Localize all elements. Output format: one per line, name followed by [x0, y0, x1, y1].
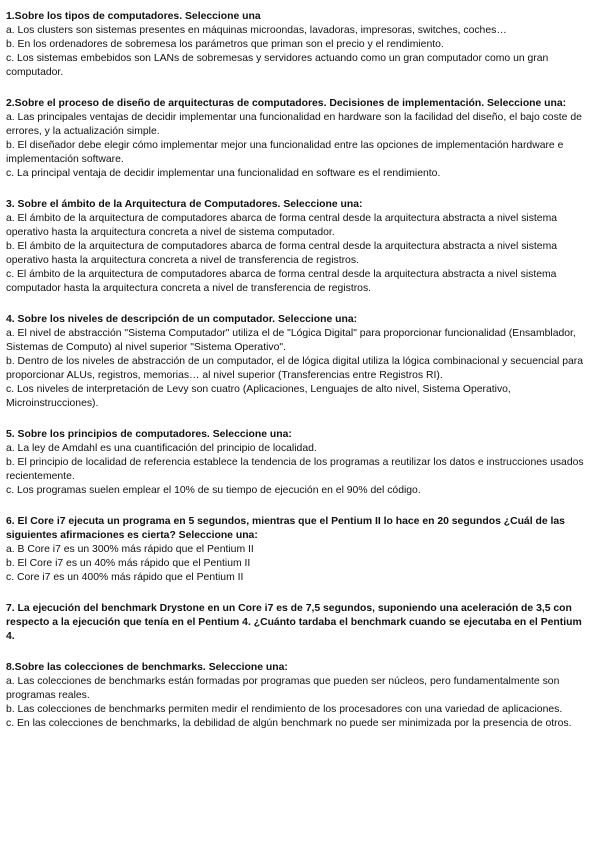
question-3 — [6, 198, 592, 296]
option-c: c. La principal ventaja de decidir implementar una funcionalidad en software es el rendimiento. — [6, 168, 441, 179]
option-b: b. El Core i7 es un 40% más rápido que el Pentium II — [6, 558, 251, 569]
option-a: a. El ámbito de la arquitectura de computadores abarca de forma central desde la arquitectura abstracta a nivel sistema operativo hasta la arquitectura concreta a nivel de sistema computador. — [6, 213, 558, 238]
question-4 — [6, 313, 592, 411]
question-title: 8.Sobre las colecciones de benchmarks. Seleccione una: — [6, 662, 288, 673]
question-5 — [6, 428, 592, 498]
option-b: b. En los ordenadores de sobremesa los parámetros que priman son el precio y el rendimiento. — [6, 39, 444, 50]
option-c: c. Core i7 es un 400% más rápido que el Pentium II — [6, 572, 244, 583]
question-title: 6. El Core i7 ejecuta un programa en 5 segundos, mientras que el Pentium II lo hace en 20 segundos ¿Cuál de las siguientes afirmaciones es cierta? Seleccione una: — [6, 516, 565, 541]
question-7 — [6, 602, 592, 644]
question-2 — [6, 97, 592, 181]
option-a: a. Las principales ventajas de decidir implementar una funcionalidad en hardware son la facilidad del diseño, el bajo coste de errores, y la actualización simple. — [6, 112, 582, 137]
document-page — [6, 10, 592, 748]
question-title: 2.Sobre el proceso de diseño de arquitecturas de computadores. Decisiones de implementación. Seleccione una: — [6, 98, 567, 109]
option-a: a. B Core i7 es un 300% más rápido que el Pentium II — [6, 544, 254, 555]
question-8 — [6, 661, 592, 731]
option-a: a. La ley de Amdahl es una cuantificación del principio de localidad. — [6, 443, 317, 454]
question-1 — [6, 10, 592, 80]
option-b: b. El ámbito de la arquitectura de computadores abarca de forma central desde la arquitectura abstracta a nivel sistema operativo hasta la arquitectura concreta a nivel de transferencia de registros. — [6, 241, 558, 266]
question-title: 3. Sobre el ámbito de la Arquitectura de Computadores. Seleccione una: — [6, 199, 363, 210]
question-title: 1.Sobre los tipos de computadores. Seleccione una — [6, 11, 261, 22]
option-c: c. Los programas suelen emplear el 10% de su tiempo de ejecución en el 90% del código. — [6, 485, 421, 496]
option-c: c. Los niveles de interpretación de Levy son cuatro (Aplicaciones, Lenguajes de alto nivel, Sistema Operativo, Microinstrucciones). — [6, 384, 511, 409]
question-6 — [6, 515, 592, 585]
option-b: b. Dentro de los niveles de abstracción de un computador, el de lógica digital utiliza la lógica combinacional y secuencial para proporcionar ALUs, registros, memorias… al nivel superior (Transferencias entre Registros RI). — [6, 356, 584, 381]
option-c: c. El ámbito de la arquitectura de computadores abarca de forma central desde la arquitectura abstracta a nivel sistema computador hasta la arquitectura concreta a nivel de transferencia de registros. — [6, 269, 557, 294]
question-title: 7. La ejecución del benchmark Drystone en un Core i7 es de 7,5 segundos, suponiendo una aceleración de 3,5 con respecto a la ejecución que tenía en el Pentium 4. ¿Cuánto tardaba el benchmark cuando se ejecutaba en el Pentium 4. — [6, 603, 582, 642]
option-c: c. En las colecciones de benchmarks, la debilidad de algún benchmark no puede ser minimizada por la presencia de otros. — [6, 718, 572, 729]
option-b: b. El principio de localidad de referencia establece la tendencia de los programas a reutilizar los datos e instrucciones usados recientemente. — [6, 457, 584, 482]
question-title: 4. Sobre los niveles de descripción de un computador. Seleccione una: — [6, 314, 358, 325]
option-b: b. El diseñador debe elegir cómo implementar mejor una funcionalidad entre las opciones de implementación hardware e implementación software. — [6, 140, 564, 165]
option-b: b. Las colecciones de benchmarks permiten medir el rendimiento de los procesadores con una variedad de aplicaciones. — [6, 704, 563, 715]
option-a: a. El nivel de abstracción "Sistema Computador" utiliza el de "Lógica Digital" para proporcionar funcionalidad (Ensamblador, Sistemas de Computo) al nivel superior "Sistema Operativo". — [6, 328, 576, 353]
question-title: 5. Sobre los principios de computadores. Seleccione una: — [6, 429, 292, 440]
option-a: a. Las colecciones de benchmarks están formadas por programas que pueden ser núcleos, pero fundamentalmente son programas reales. — [6, 676, 560, 701]
option-a: a. Los clusters son sistemas presentes en máquinas microondas, lavadoras, impresoras, switches, coches… — [6, 25, 507, 36]
option-c: c. Los sistemas embebidos son LANs de sobremesas y servidores actuando como un gran computador como un gran computador. — [6, 53, 549, 78]
